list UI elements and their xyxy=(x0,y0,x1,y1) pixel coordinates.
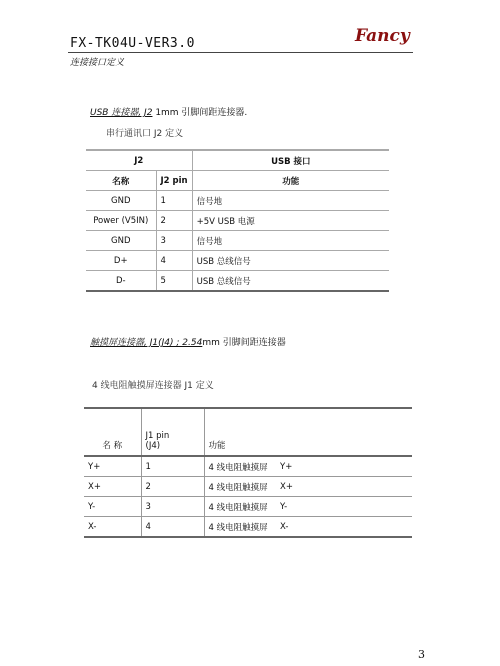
column-header-line: J1 pin xyxy=(145,431,170,441)
touch-table-caption: 4 线电阻触摸屏连接器 J1 定义 xyxy=(92,381,214,391)
column-header: J2 pin xyxy=(156,171,192,191)
table-row xyxy=(84,477,412,497)
table-row xyxy=(84,456,412,477)
table-cell: 2 xyxy=(156,211,192,231)
column-header: 名 称 xyxy=(84,408,141,456)
column-header: 功能 xyxy=(204,408,412,456)
table-cell: Y+ xyxy=(84,456,141,477)
table-cell: Y- xyxy=(84,497,141,517)
table-row xyxy=(86,271,389,292)
touch-heading-rest: mm 引脚间距连接器 xyxy=(202,338,286,348)
group-header-j2: J2 xyxy=(86,150,192,171)
table-row xyxy=(86,251,389,271)
touch-connector-heading xyxy=(90,335,286,348)
page-number: 3 xyxy=(418,648,425,661)
table-row xyxy=(84,517,412,538)
table-cell: X+ xyxy=(276,477,412,497)
table-group-row xyxy=(86,150,389,171)
table-cell: 4 线电阻触摸屏 xyxy=(204,517,276,538)
usb-heading-underlined: USB 连接器, J2 xyxy=(90,108,153,118)
section-subtitle: 连接接口定义 xyxy=(70,58,125,68)
table-cell: X+ xyxy=(84,477,141,497)
table-cell: D+ xyxy=(86,251,156,271)
column-header: 名称 xyxy=(86,171,156,191)
usb-heading-rest: 1mm 引脚间距连接器. xyxy=(152,108,248,118)
table-cell: 1 xyxy=(156,191,192,211)
table-cell: GND xyxy=(86,231,156,251)
table-cell: 2 xyxy=(141,477,204,497)
touch-heading-underlined: 触摸屏连接器, J1(J4) ; 2.54 xyxy=(90,338,203,348)
table-cell: +5V USB 电源 xyxy=(192,211,389,231)
usb-connector-heading xyxy=(90,105,247,118)
table-cell: 4 xyxy=(156,251,192,271)
table-cell: 4 xyxy=(141,517,204,538)
group-header-usb: USB 接口 xyxy=(192,150,389,171)
table-cell: Power (V5IN) xyxy=(86,211,156,231)
table-cell: 4 线电阻触摸屏 xyxy=(204,497,276,517)
table-row xyxy=(86,231,389,251)
column-header-line: (J4) xyxy=(145,441,161,451)
column-header xyxy=(141,408,204,456)
table-row xyxy=(84,497,412,517)
table-row xyxy=(86,211,389,231)
table-cell: 1 xyxy=(141,456,204,477)
usb-table-caption: 串行通讯口 J2 定义 xyxy=(106,129,184,139)
table-cell: USB 总线信号 xyxy=(192,271,389,292)
table-cell: 3 xyxy=(141,497,204,517)
table-cell: 4 线电阻触摸屏 xyxy=(204,456,276,477)
brand-logo: Fancy xyxy=(355,26,410,46)
header-divider xyxy=(68,52,413,53)
column-header: 功能 xyxy=(192,171,389,191)
table-cell: 信号地 xyxy=(192,231,389,251)
table-header-row xyxy=(86,171,389,191)
document-title: FX-TK04U-VER3.0 xyxy=(70,36,195,51)
touch-pin-table xyxy=(84,407,412,538)
table-cell: Y- xyxy=(276,497,412,517)
table-cell: 3 xyxy=(156,231,192,251)
table-cell: X- xyxy=(276,517,412,538)
table-row xyxy=(86,191,389,211)
table-cell: 5 xyxy=(156,271,192,292)
table-cell: X- xyxy=(84,517,141,538)
table-cell: Y+ xyxy=(276,456,412,477)
usb-pin-table xyxy=(86,149,389,292)
table-cell: USB 总线信号 xyxy=(192,251,389,271)
table-header-row xyxy=(84,408,412,456)
table-cell: 信号地 xyxy=(192,191,389,211)
table-cell: GND xyxy=(86,191,156,211)
table-cell: 4 线电阻触摸屏 xyxy=(204,477,276,497)
table-cell: D- xyxy=(86,271,156,292)
